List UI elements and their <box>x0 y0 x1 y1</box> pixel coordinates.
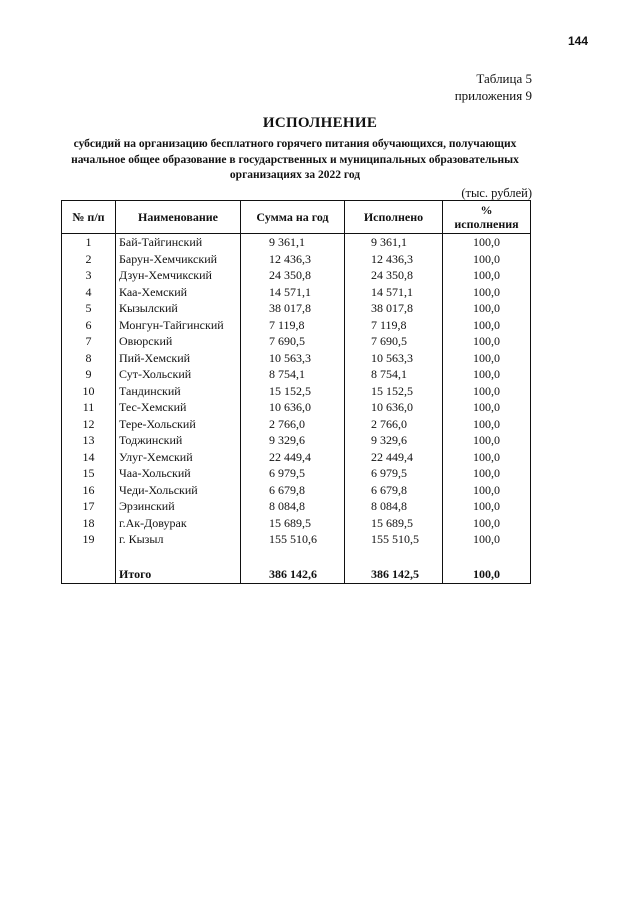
row-done: 8 084,8 <box>345 498 443 515</box>
total-row <box>62 566 531 584</box>
row-num: 16 <box>62 482 116 499</box>
row-done: 8 754,1 <box>345 366 443 383</box>
row-done: 9 329,6 <box>345 432 443 449</box>
row-sum: 10 636,0 <box>241 399 345 416</box>
row-num: 6 <box>62 317 116 334</box>
row-num: 17 <box>62 498 116 515</box>
row-name: Тес-Хемский <box>116 399 241 416</box>
row-done: 155 510,5 <box>345 531 443 548</box>
row-done: 10 636,0 <box>345 399 443 416</box>
row-name: Тандинский <box>116 383 241 400</box>
row-done: 7 690,5 <box>345 333 443 350</box>
table-row <box>62 350 531 367</box>
row-num: 11 <box>62 399 116 416</box>
row-num: 13 <box>62 432 116 449</box>
table-row <box>62 498 531 515</box>
subtitle-line3: организациях за 2022 год <box>229 169 361 181</box>
table-row <box>62 366 531 383</box>
header-pct <box>443 201 531 234</box>
row-name: Улуг-Хемский <box>116 449 241 466</box>
row-pct: 100,0 <box>443 284 531 301</box>
table-row <box>62 300 531 317</box>
table-row <box>62 416 531 433</box>
row-name: Барун-Хемчикский <box>116 251 241 268</box>
table-header-row <box>62 201 531 234</box>
table-row <box>62 317 531 334</box>
table-row <box>62 383 531 400</box>
row-sum: 15 689,5 <box>241 515 345 532</box>
units-label: (тыс. рублей) <box>461 186 532 200</box>
row-sum: 7 119,8 <box>241 317 345 334</box>
row-sum: 8 754,1 <box>241 366 345 383</box>
row-name: г.Ак-Довурак <box>116 515 241 532</box>
document-subtitle <box>60 137 530 184</box>
row-name: Тере-Хольский <box>116 416 241 433</box>
row-done: 24 350,8 <box>345 267 443 284</box>
total-num-cell <box>62 566 116 584</box>
spacer-row <box>62 548 531 566</box>
row-pct: 100,0 <box>443 531 531 548</box>
row-done: 14 571,1 <box>345 284 443 301</box>
row-pct: 100,0 <box>443 399 531 416</box>
row-pct: 100,0 <box>443 416 531 433</box>
row-num: 2 <box>62 251 116 268</box>
document-title: ИСПОЛНЕНИЕ <box>262 115 378 131</box>
table-row <box>62 251 531 268</box>
header-num: № п/п <box>62 201 116 234</box>
row-sum: 7 690,5 <box>241 333 345 350</box>
row-num: 15 <box>62 465 116 482</box>
row-pct: 100,0 <box>443 366 531 383</box>
row-num: 8 <box>62 350 116 367</box>
row-pct: 100,0 <box>443 300 531 317</box>
row-pct: 100,0 <box>443 234 531 251</box>
table-reference-line2: приложения 9 <box>454 88 532 103</box>
table-row <box>62 465 531 482</box>
row-num: 18 <box>62 515 116 532</box>
row-name: Кызылский <box>116 300 241 317</box>
table-row <box>62 399 531 416</box>
row-done: 15 152,5 <box>345 383 443 400</box>
header-sum: Сумма на год <box>241 201 345 234</box>
row-sum: 12 436,3 <box>241 251 345 268</box>
row-name: Чеди-Хольский <box>116 482 241 499</box>
row-sum: 6 979,5 <box>241 465 345 482</box>
table-reference <box>455 70 532 104</box>
table-row <box>62 515 531 532</box>
page-number: 144 <box>567 34 588 48</box>
table-row <box>62 531 531 548</box>
row-pct: 100,0 <box>443 383 531 400</box>
table-row <box>62 432 531 449</box>
row-name: Пий-Хемский <box>116 350 241 367</box>
row-name: г. Кызыл <box>116 531 241 548</box>
row-pct: 100,0 <box>443 515 531 532</box>
row-num: 5 <box>62 300 116 317</box>
execution-table <box>61 200 531 584</box>
row-pct: 100,0 <box>443 498 531 515</box>
row-name: Дзун-Хемчикский <box>116 267 241 284</box>
table-reference-line1: Таблица 5 <box>476 71 532 86</box>
row-sum: 22 449,4 <box>241 449 345 466</box>
row-sum: 14 571,1 <box>241 284 345 301</box>
table-row <box>62 284 531 301</box>
row-done: 7 119,8 <box>345 317 443 334</box>
row-done: 38 017,8 <box>345 300 443 317</box>
row-done: 6 979,5 <box>345 465 443 482</box>
row-done: 10 563,3 <box>345 350 443 367</box>
row-pct: 100,0 <box>443 449 531 466</box>
row-num: 7 <box>62 333 116 350</box>
row-pct: 100,0 <box>443 350 531 367</box>
row-name: Бай-Тайгинский <box>116 234 241 251</box>
row-num: 10 <box>62 383 116 400</box>
row-pct: 100,0 <box>443 465 531 482</box>
table-body <box>62 234 531 584</box>
row-name: Чаа-Хольский <box>116 465 241 482</box>
row-sum: 8 084,8 <box>241 498 345 515</box>
header-pct-symbol: % <box>480 203 493 217</box>
row-pct: 100,0 <box>443 251 531 268</box>
total-pct: 100,0 <box>443 566 531 584</box>
row-sum: 2 766,0 <box>241 416 345 433</box>
row-done: 12 436,3 <box>345 251 443 268</box>
row-sum: 38 017,8 <box>241 300 345 317</box>
row-done: 15 689,5 <box>345 515 443 532</box>
row-done: 6 679,8 <box>345 482 443 499</box>
row-pct: 100,0 <box>443 432 531 449</box>
row-pct: 100,0 <box>443 267 531 284</box>
row-name: Эрзинский <box>116 498 241 515</box>
row-pct: 100,0 <box>443 482 531 499</box>
row-num: 12 <box>62 416 116 433</box>
subtitle-line1: субсидий на организацию бесплатного горячего питания обучающихся, получающих <box>73 138 517 150</box>
row-sum: 155 510,6 <box>241 531 345 548</box>
header-name: Наименование <box>116 201 241 234</box>
row-done: 22 449,4 <box>345 449 443 466</box>
row-num: 14 <box>62 449 116 466</box>
row-sum: 6 679,8 <box>241 482 345 499</box>
row-pct: 100,0 <box>443 317 531 334</box>
row-name: Монгун-Тайгинский <box>116 317 241 334</box>
row-num: 3 <box>62 267 116 284</box>
total-label: Итого <box>116 566 241 584</box>
row-done: 2 766,0 <box>345 416 443 433</box>
table-row <box>62 267 531 284</box>
row-sum: 24 350,8 <box>241 267 345 284</box>
table-row <box>62 234 531 251</box>
row-num: 1 <box>62 234 116 251</box>
subtitle-line2: начальное общее образование в государственных и муниципальных образовательных <box>71 153 519 166</box>
total-done: 386 142,5 <box>345 566 443 584</box>
row-name: Тоджинский <box>116 432 241 449</box>
row-done: 9 361,1 <box>345 234 443 251</box>
table-row <box>62 333 531 350</box>
total-sum: 386 142,6 <box>241 566 345 584</box>
header-done: Исполнено <box>345 201 443 234</box>
row-sum: 9 329,6 <box>241 432 345 449</box>
row-sum: 9 361,1 <box>241 234 345 251</box>
row-sum: 15 152,5 <box>241 383 345 400</box>
row-name: Сут-Хольский <box>116 366 241 383</box>
row-num: 19 <box>62 531 116 548</box>
row-name: Овюрский <box>116 333 241 350</box>
table-row <box>62 449 531 466</box>
row-sum: 10 563,3 <box>241 350 345 367</box>
row-num: 9 <box>62 366 116 383</box>
row-num: 4 <box>62 284 116 301</box>
table-row <box>62 482 531 499</box>
row-pct: 100,0 <box>443 333 531 350</box>
header-pct-label: исполнения <box>454 217 519 231</box>
row-name: Каа-Хемский <box>116 284 241 301</box>
